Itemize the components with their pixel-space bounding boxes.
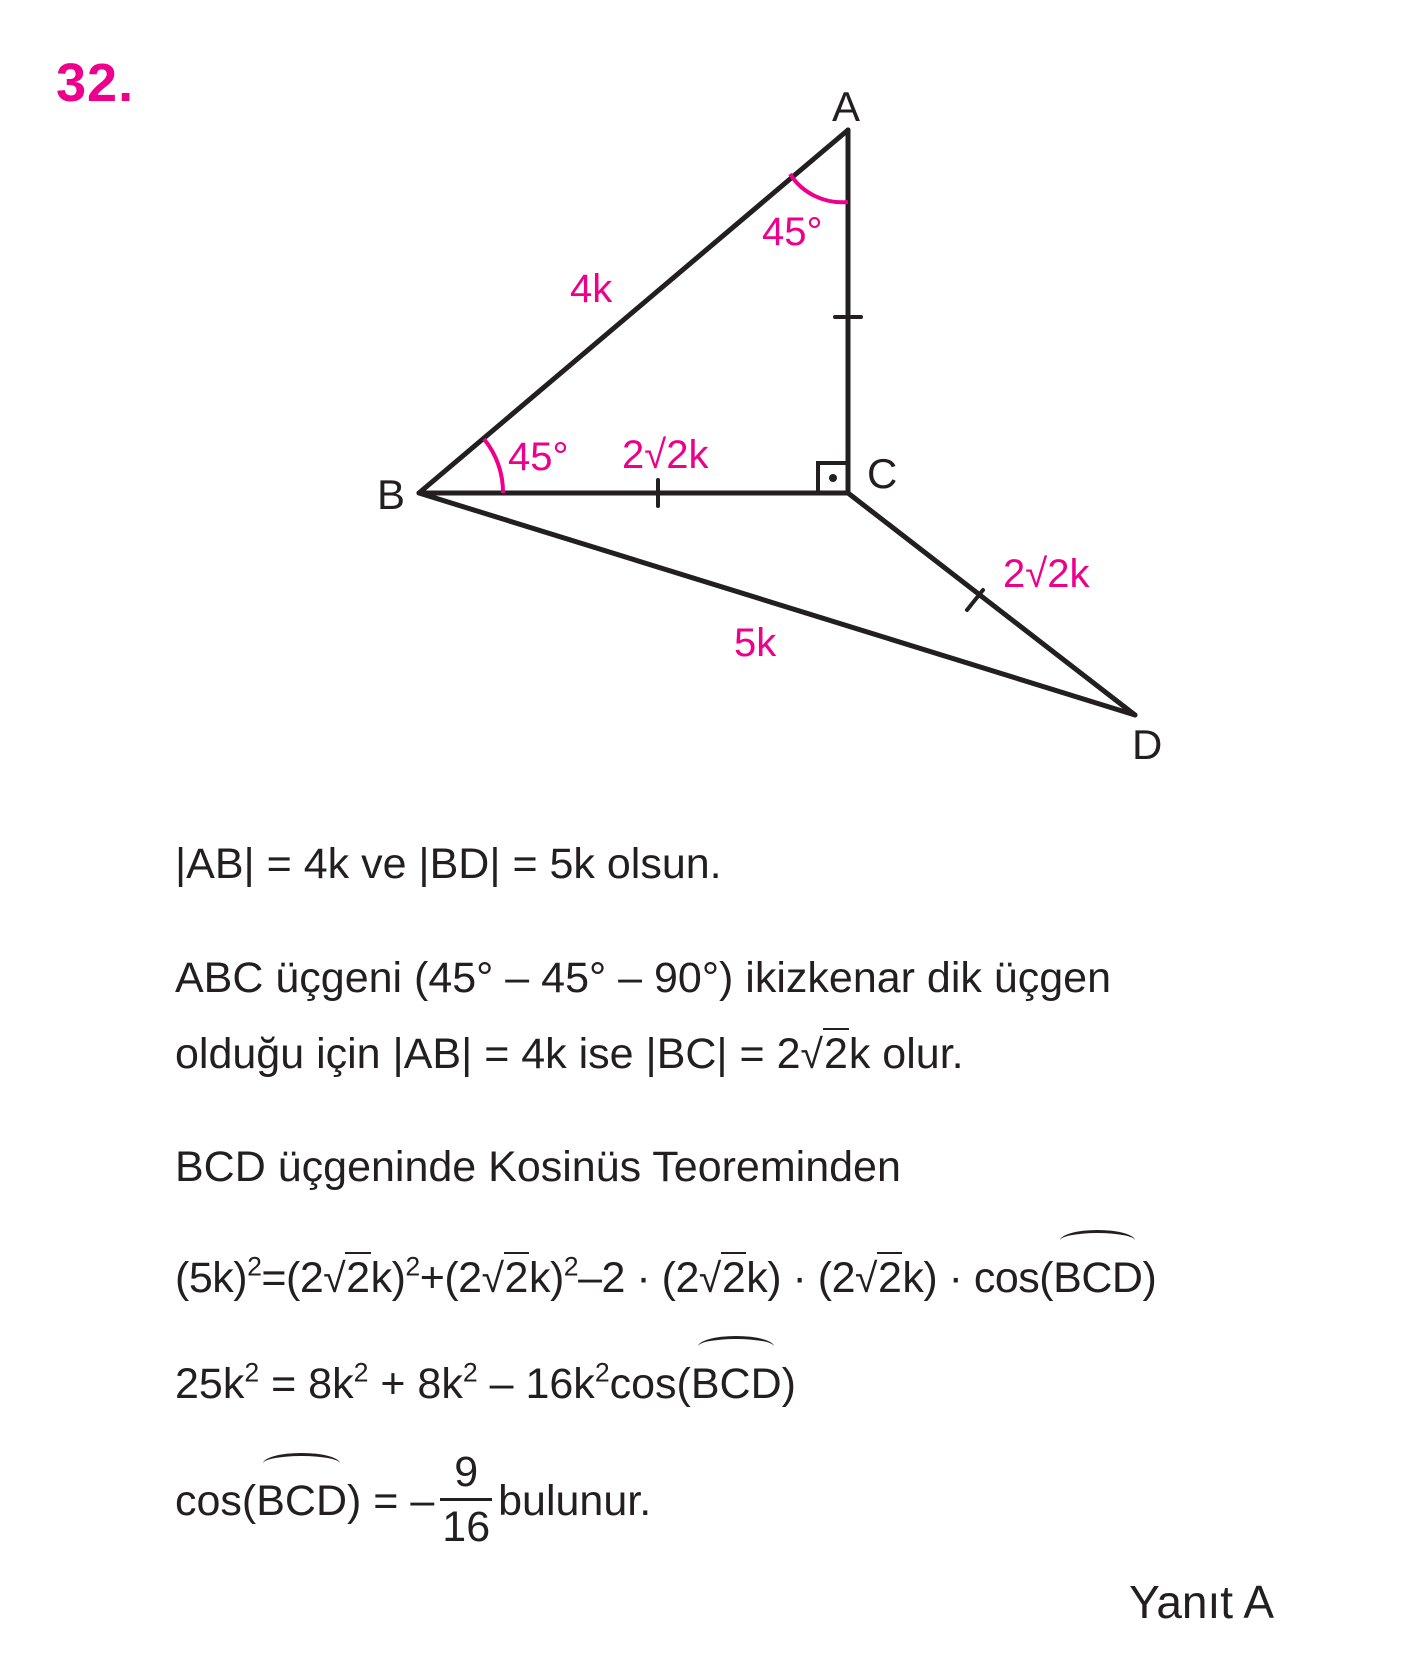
fraction: $\frac{9}{16}$ bbox=[442, 1448, 491, 1551]
solution-line-3: olduğu için |AB| = 4k ise |BC| = 2√2k olur. bbox=[175, 1030, 964, 1078]
vertex-c-label: C bbox=[867, 450, 898, 497]
angle-a-label: 45° bbox=[762, 210, 823, 254]
angle-b-label: 45° bbox=[508, 435, 569, 479]
side-cd bbox=[848, 493, 1135, 715]
equation-1: $(5k)^2=(2√2k)^2+(2√2k)^2-2 \cdot (2√2k) \cdot (2√2k) \cdot \cos(BCD)$ bbox=[175, 1240, 1372, 1316]
vertex-a-label: A bbox=[832, 83, 861, 130]
angle-arc-b bbox=[484, 439, 503, 493]
side-ab-label: 4k bbox=[570, 267, 613, 311]
solution-line-2: ABC üçgeni (45° – 45° – 90°) ikizkenar dik üçgen bbox=[175, 954, 1111, 1002]
question-number: 32. bbox=[56, 53, 135, 113]
side-bc-label: 2√2k bbox=[622, 433, 709, 477]
side-bd bbox=[419, 493, 1135, 715]
equation-3: cos(BCD) = – $\frac{9}{16}$ bulunur. bbox=[175, 1448, 652, 1551]
vertex-d-label: D bbox=[1132, 721, 1163, 768]
right-angle-dot bbox=[829, 474, 837, 482]
solution-line-4: BCD üçgeninde Kosinüs Teoreminden bbox=[175, 1143, 901, 1191]
equation-2: $25k^2 = 8k^2 + 8k^2 - 16k^2\cos(BCD)$ bbox=[175, 1346, 1372, 1422]
vertex-b-label: B bbox=[377, 471, 406, 518]
side-cd-label: 2√2k bbox=[1003, 552, 1090, 596]
side-bd-label: 5k bbox=[734, 621, 777, 665]
angle-arc-a bbox=[790, 174, 848, 202]
solution-line-1: |AB| = 4k ve |BD| = 5k olsun. bbox=[175, 840, 722, 888]
triangle-figure bbox=[0, 0, 1422, 780]
answer-label: Yanıt A bbox=[1129, 1576, 1274, 1628]
